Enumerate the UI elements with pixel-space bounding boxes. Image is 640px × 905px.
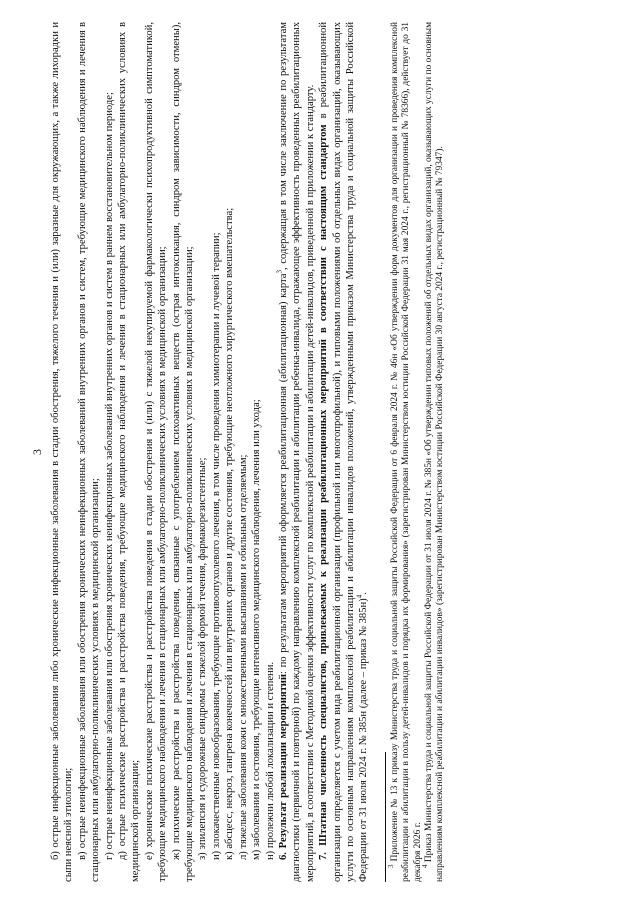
list-item-m: м) заболевания и состояния, требующие интенсивного медицинского наблюдения, лечения или ухода; (251, 399, 263, 860)
section-7-text: в реабилитационной организации определяется с учетом вида реабилитационной организации (профильной или многопрофильной), и типовыми положениями об отдельных видах организаций, оказывающих услуги по основным направлениям комплексной реабилитации и абилитации инвалидов положений, утвержденными приказом Министерства труда и социальной защиты Российской Федерации от 31 июля 2024 г. № 385н (далее – приказ № 385н) (318, 22, 370, 882)
footnote-mark: 4 (420, 864, 429, 868)
page-number: 3 (30, 449, 44, 455)
list-item-i: и) злокачественные новообразования, требующие противоопухолевого лечения, в том числе проведения химиотерапии и лучевой терапии; (210, 232, 222, 860)
section-6 (277, 22, 317, 882)
footnote-4 (420, 22, 447, 882)
section-6-text: : по результатам мероприятий оформляется реабилитационная (абилитационная) карта (277, 273, 289, 674)
footnote-ref-3: 3 (275, 270, 284, 274)
footnote-text: Приказ Министерства труда и социальной защиты Российской Федерации от 31 июля 2024 г. № 385н «Об утверждении типовых положений об отдельных видах организаций, оказывающих услуги по основным направлениям комплексной реабилитации и абилитации инвалидов» (зарегистрирован Министерством юстиции Российской Федерации 30 августа 2024 г., регистрационный № 79347). (423, 22, 446, 882)
section-6-heading: 6. Результат реализации мероприятий (277, 674, 289, 860)
section-6-text-cont: , содержащая в том числе заключение по результатам диагностики (первичной и повторной) по каждому направлению комплексной реабилитации и абилитации ребенка-инвалида, отражающее эффективность проведенных реабилитационных мероприятий, в соответствии с Методикой оценки эффективности услуг по комплексной реабилитации и абилитации детей-инвалидов, приведенной в приложении к стандарту. (277, 22, 316, 882)
list-item-z: з) эпилепсия и судорожные синдромы с тяжелой формой течения, фармакорезистентные; (197, 457, 209, 860)
list-item-k: к) абсцесс, некроз, гангрена конечностей или внутренних органов и другие состояния, требующие неотложного хирургического вмешательства; (224, 207, 236, 860)
rotated-page (30, 22, 610, 882)
footnote-divider (385, 752, 386, 882)
footnote-ref-4: 4 (355, 594, 364, 599)
section-7 (317, 22, 371, 882)
footnote-text: Приложение № 13 к приказу Министерства труда и социальной защиты Российской Федерации от 6 февраля 2024 г. № 46н «Об утверждении форм документов для организации и проведения комплексной реабилитации и абилитации в пользу детей-инвалидов и порядка их формирования» (зарегистрирован Министерством юстиции Российской Федерации 31 мая 2024 г., регистрационный № 78366), действует до 31 декабря 2026 г. (389, 22, 423, 882)
list-item-n: н) пролежни любой локализации и степени. (264, 661, 276, 860)
list-item-d: д) острые психические расстройства и расстройства поведения, требующие медицинского наблюдения и лечения в стационарных или амбулаторно-поликлинических условиях в медицинской организации; (117, 22, 142, 882)
list-item-b: б) острые инфекционные заболевания либо хронические инфекционные заболевания в стадии обострения, тяжелого течения и (или) заразные для окружающих, а также лихорадки и сыпи неясной этиологии; (50, 22, 75, 882)
list-item-l: л) тяжелые заболевания кожи с множественными высыпаниями и обильным отделяемым; (237, 454, 249, 860)
list-item-v: в) острые неинфекционные заболевания или обострения хронических неинфекционных заболеваний внутренних органов и систем, требующие медицинского наблюдения и лечения в стационарных или амбулаторно-поликлинических условиях в медицинской организации; (76, 22, 102, 882)
footnote-3 (386, 22, 424, 882)
section-7-heading: 7. Штатная численность специалистов, привлекаемых к реализации реабилитационных мероприятий в соответствии с настоящим стандартом (318, 124, 330, 860)
list-item-g: г) острые неинфекционные заболевания или обострения хронических неинфекционных заболеваний внутренних органов и систем в раннем восстановительном периоде; (103, 92, 115, 860)
section-7-end: . (358, 592, 370, 595)
list-item-e: е) хронические психические расстройства и расстройства поведения в стадии обострения и (или) с тяжелой некупируемой фармакологически психопродуктивной симптоматикой, требующие медицинского наблюдения и лечения в стационарных или амбулаторно-поликлинических условиях в медицинской организации; (143, 22, 169, 882)
footnotes (386, 22, 447, 882)
footnote-mark: 3 (386, 864, 395, 868)
list-item-zh: ж) психические расстройства и расстройства поведения, связанные с употреблением психоактивных веществ (острая интоксикация, синдром зависимости, синдром отмены), требующие медицинского наблюдения и лечения в стационарных или амбулаторно-поликлинических условиях в медицинской организации; (170, 22, 196, 882)
main-text (49, 22, 371, 882)
